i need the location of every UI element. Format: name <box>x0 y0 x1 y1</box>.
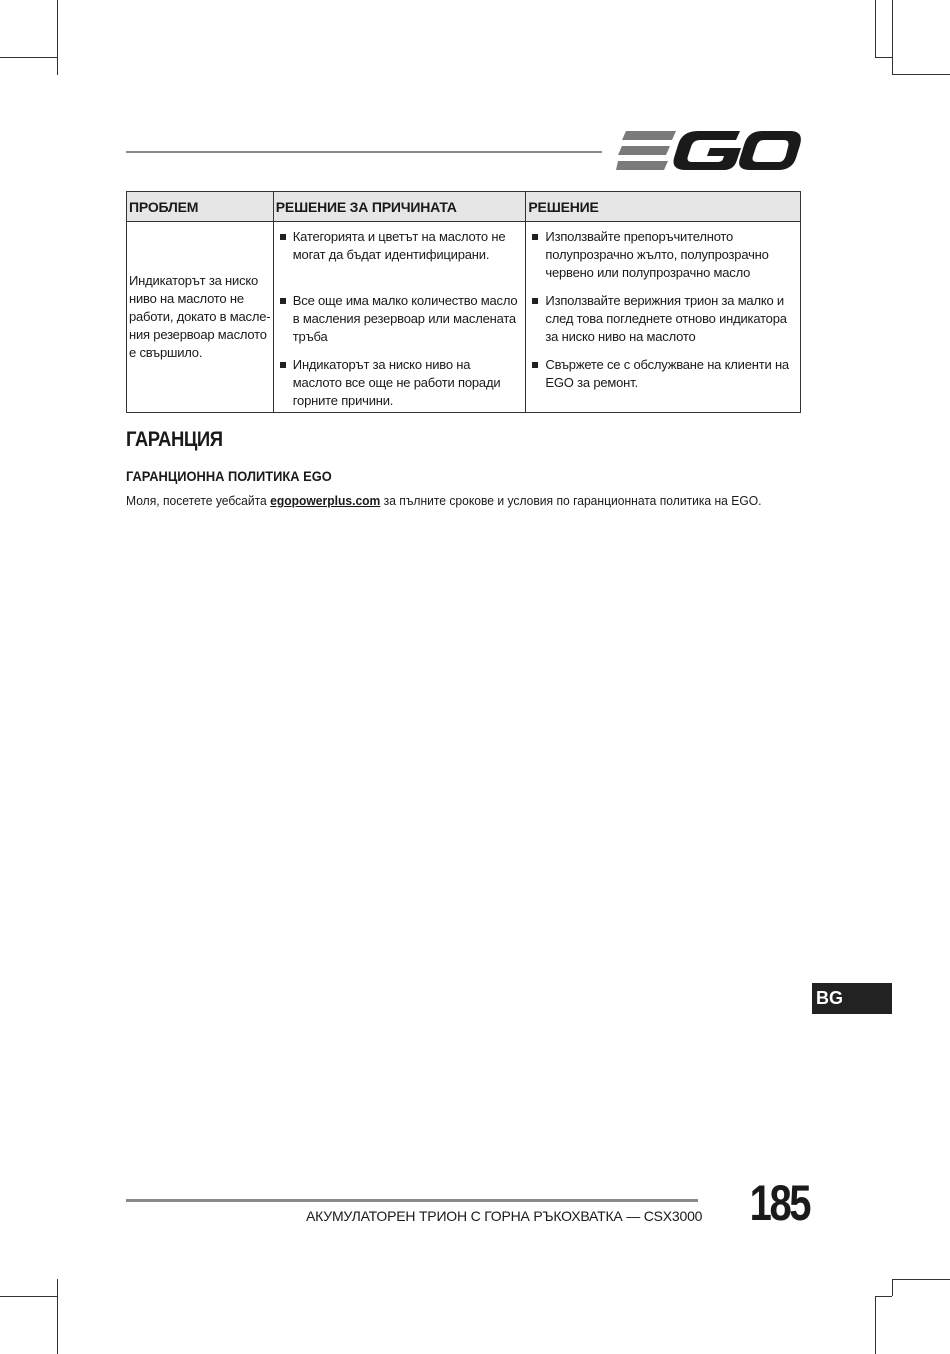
crop-mark <box>57 1279 58 1354</box>
crop-mark <box>0 57 57 58</box>
crop-mark <box>57 0 58 75</box>
solution-cell <box>526 222 801 413</box>
crop-mark <box>892 0 893 75</box>
crop-mark <box>0 1296 57 1297</box>
problem-cell: Индикаторът за ниско ниво на маслото не работи, докато в масле-ния резервоар маслото е свършило. <box>127 222 274 413</box>
footer-rule <box>126 1199 698 1202</box>
section-title: ГАРАНЦИЯ <box>126 428 223 451</box>
list-item: Използвайте верижния трион за малко и след това погледнете отново индикатора за ниско ниво на маслото <box>528 292 796 356</box>
ego-logo <box>616 128 802 174</box>
table-row <box>127 222 801 413</box>
crop-mark <box>892 1279 893 1296</box>
crop-mark <box>892 1279 950 1280</box>
page-number: 185 <box>749 1175 810 1231</box>
language-tab: BG <box>812 983 892 1014</box>
list-item: Индикаторът за ниско ниво на маслото все още не работи поради горните причини. <box>276 356 522 410</box>
website-link[interactable]: egopowerplus.com <box>270 493 381 508</box>
section-subtitle: ГАРАНЦИОННА ПОЛИТИКА EGO <box>126 468 332 484</box>
troubleshooting-table <box>126 191 801 413</box>
header-solution: РЕШЕНИЕ <box>526 192 801 222</box>
paragraph-text: за пълните срокове и условия по гаранционната политика на EGO. <box>380 493 762 508</box>
table-header-row <box>127 192 801 222</box>
list-item: Категорията и цветът на маслото не могат да бъдат идентифицирани. <box>276 228 522 292</box>
crop-mark <box>892 74 950 75</box>
header-cause-solution: РЕШЕНИЕ ЗА ПРИЧИНАТА <box>273 192 526 222</box>
footer-title: АКУМУЛАТОРЕН ТРИОН С ГОРНА РЪКОХВАТКА — CSX3000 <box>306 1208 703 1224</box>
cause-cell <box>273 222 526 413</box>
crop-mark <box>875 1296 876 1354</box>
crop-mark <box>875 0 876 58</box>
crop-mark <box>875 1296 892 1297</box>
list-item: Използвайте препоръчителното полупрозрачно жълто, полупрозрачно червено или полупрозрачно масло <box>528 228 796 292</box>
paragraph-text: Моля, посетете уебсайта <box>126 493 271 508</box>
header-rule <box>126 151 602 153</box>
list-item: Все още има малко количество масло в масления резервоар или маслената тръба <box>276 292 522 356</box>
list-item: Свържете се с обслужване на клиенти на EGO за ремонт. <box>528 356 796 392</box>
header-problem: ПРОБЛЕМ <box>127 192 274 222</box>
crop-mark <box>875 57 892 58</box>
warranty-paragraph <box>126 493 761 508</box>
